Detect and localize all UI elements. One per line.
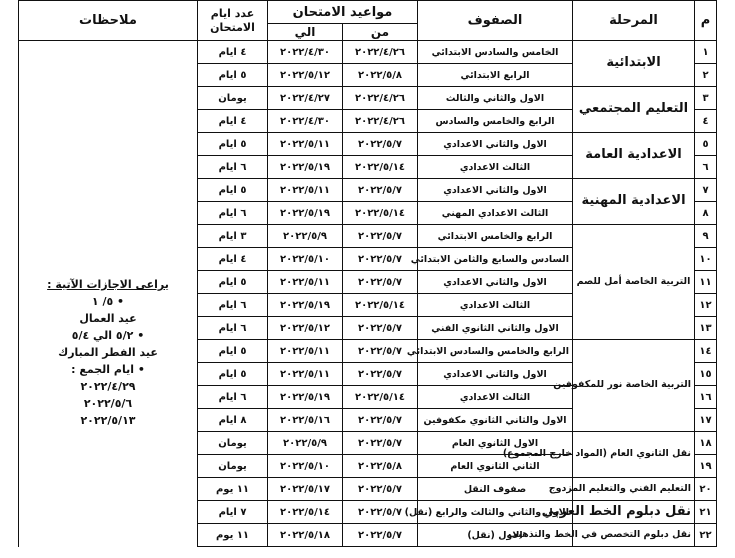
row-index: ١٧ — [695, 409, 717, 432]
row-index: ٧ — [695, 179, 717, 202]
row-index: ٢١ — [695, 501, 717, 524]
grade-cell: الاول والثاني الاعدادي — [418, 179, 573, 202]
to-date-cell: ٢٠٢٢/٥/١١ — [268, 133, 343, 156]
from-date-cell: ٢٠٢٢/٤/٢٦ — [343, 87, 418, 110]
notes-line: • ٥/٢ الي ٥/٤ — [71, 329, 145, 343]
to-date-cell: ٢٠٢٢/٥/١٠ — [268, 455, 343, 478]
header-index: م — [695, 1, 717, 41]
from-date-cell: ٢٠٢٢/٥/١٤ — [343, 294, 418, 317]
days-cell: يومان — [198, 455, 268, 478]
grade-cell: الاول (نقل) — [418, 524, 573, 547]
from-date-cell: ٢٠٢٢/٥/١٤ — [343, 386, 418, 409]
to-date-cell: ٢٠٢٢/٥/١٢ — [268, 317, 343, 340]
grade-cell: الخامس والسادس الابتدائي — [418, 41, 573, 64]
table-row — [19, 41, 717, 64]
row-index: ٩ — [695, 225, 717, 248]
to-date-cell: ٢٠٢٢/٥/١٠ — [268, 248, 343, 271]
from-date-cell: ٢٠٢٢/٥/٧ — [343, 271, 418, 294]
header-from: من — [343, 24, 418, 41]
from-date-cell: ٢٠٢٢/٥/٧ — [343, 179, 418, 202]
row-index: ١ — [695, 41, 717, 64]
from-date-cell: ٢٠٢٢/٥/٧ — [343, 317, 418, 340]
row-index: ١٣ — [695, 317, 717, 340]
row-index: ١٢ — [695, 294, 717, 317]
days-cell: ٨ ايام — [198, 409, 268, 432]
to-date-cell: ٢٠٢٢/٥/١٤ — [268, 501, 343, 524]
days-cell: ٧ ايام — [198, 501, 268, 524]
days-cell: ٥ ايام — [198, 340, 268, 363]
days-cell: ٥ ايام — [198, 179, 268, 202]
stage-cell: نقل الثانوي العام (المواد خارج المجموع) — [573, 432, 695, 478]
days-cell: ١١ يوم — [198, 524, 268, 547]
to-date-cell: ٢٠٢٢/٥/١٩ — [268, 156, 343, 179]
row-index: ٣ — [695, 87, 717, 110]
grade-cell: الاول والثاني الثانوي مكفوفين — [418, 409, 573, 432]
row-index: ١٠ — [695, 248, 717, 271]
notes-line: ٢٠٢٢/٤/٢٩ — [80, 380, 136, 394]
from-date-cell: ٢٠٢٢/٥/١٤ — [343, 156, 418, 179]
stage-cell: نقل دبلوم الخط العربي — [573, 501, 695, 524]
notes-line: ٢٠٢٢/٥/٦ — [83, 397, 133, 411]
header-days: عدد ايام الامتحان — [198, 1, 268, 41]
from-date-cell: ٢٠٢٢/٥/٧ — [343, 524, 418, 547]
from-date-cell: ٢٠٢٢/٥/٧ — [343, 478, 418, 501]
days-cell: ٥ ايام — [198, 271, 268, 294]
notes-line: • ٥/ ١ — [91, 295, 125, 309]
days-cell: ٤ ايام — [198, 110, 268, 133]
row-index: ١٦ — [695, 386, 717, 409]
row-index: ٥ — [695, 133, 717, 156]
stage-cell: نقل دبلوم التخصص في الخط والتذهيب — [573, 524, 695, 547]
stage-cell: الابتدائية — [573, 41, 695, 87]
grade-cell: الثالث الاعدادي المهني — [418, 202, 573, 225]
to-date-cell: ٢٠٢٢/٥/٩ — [268, 432, 343, 455]
notes-spacer — [22, 158, 194, 276]
schedule-body — [19, 41, 717, 547]
from-date-cell: ٢٠٢٢/٤/٢٦ — [343, 110, 418, 133]
to-date-cell: ٢٠٢٢/٥/١١ — [268, 363, 343, 386]
notes-cell — [19, 41, 198, 547]
grade-cell: الثالث الاعدادي — [418, 386, 573, 409]
to-date-cell: ٢٠٢٢/٥/١٧ — [268, 478, 343, 501]
grade-cell: الثاني الثانوي العام — [418, 455, 573, 478]
grade-cell: الرابع الابتدائي — [418, 64, 573, 87]
days-cell: يومان — [198, 87, 268, 110]
row-index: ١٨ — [695, 432, 717, 455]
exam-schedule-table — [18, 0, 717, 547]
stage-cell: التعليم المجتمعي — [573, 87, 695, 133]
from-date-cell: ٢٠٢٢/٥/٧ — [343, 248, 418, 271]
grade-cell: الاول الثانوي العام — [418, 432, 573, 455]
from-date-cell: ٢٠٢٢/٥/٧ — [343, 225, 418, 248]
header-stage: المرحلة — [573, 1, 695, 41]
from-date-cell: ٢٠٢٢/٥/٧ — [343, 409, 418, 432]
stage-cell: التربية الخاصة أمل للصم — [573, 225, 695, 340]
days-cell: ٤ ايام — [198, 41, 268, 64]
grade-cell: الرابع والخامس الابتدائي — [418, 225, 573, 248]
header-notes: ملاحظات — [19, 1, 198, 41]
to-date-cell: ٢٠٢٢/٥/١٩ — [268, 386, 343, 409]
header-to: الي — [268, 24, 343, 41]
notes-line: • ايام الجمع : — [71, 363, 145, 377]
row-index: ١٤ — [695, 340, 717, 363]
grade-cell: الثالث الاعدادي — [418, 294, 573, 317]
from-date-cell: ٢٠٢٢/٥/٧ — [343, 340, 418, 363]
days-cell: ٤ ايام — [198, 248, 268, 271]
from-date-cell: ٢٠٢٢/٥/٨ — [343, 455, 418, 478]
days-cell: ٦ ايام — [198, 156, 268, 179]
stage-cell: التربية الخاصة نور للمكفوفين — [573, 340, 695, 432]
grade-cell: الاول والثاني والثالث والرابع (نقل) — [418, 501, 573, 524]
days-cell: ١١ يوم — [198, 478, 268, 501]
grade-cell: الاول والثاني الاعدادي — [418, 363, 573, 386]
header-row — [19, 1, 717, 24]
days-cell: ٦ ايام — [198, 294, 268, 317]
to-date-cell: ٢٠٢٢/٥/١٨ — [268, 524, 343, 547]
row-index: ١٥ — [695, 363, 717, 386]
row-index: ٢٠ — [695, 478, 717, 501]
from-date-cell: ٢٠٢٢/٥/٧ — [343, 363, 418, 386]
row-index: ٢٢ — [695, 524, 717, 547]
row-index: ١٩ — [695, 455, 717, 478]
from-date-cell: ٢٠٢٢/٤/٢٦ — [343, 41, 418, 64]
to-date-cell: ٢٠٢٢/٥/١١ — [268, 340, 343, 363]
row-index: ٤ — [695, 110, 717, 133]
header-dates: مواعيد الامتحان — [268, 1, 418, 24]
from-date-cell: ٢٠٢٢/٥/٧ — [343, 432, 418, 455]
days-cell: ٦ ايام — [198, 202, 268, 225]
row-index: ١١ — [695, 271, 717, 294]
from-date-cell: ٢٠٢٢/٥/١٤ — [343, 202, 418, 225]
notes-title: يراعى الاجازات الآتية : — [47, 278, 169, 292]
days-cell: ٥ ايام — [198, 64, 268, 87]
header-grades: الصفوف — [418, 1, 573, 41]
to-date-cell: ٢٠٢٢/٥/١٦ — [268, 409, 343, 432]
grade-cell: صفوف النقل — [418, 478, 573, 501]
from-date-cell: ٢٠٢٢/٥/٧ — [343, 133, 418, 156]
to-date-cell: ٢٠٢٢/٥/١١ — [268, 179, 343, 202]
days-cell: ٣ ايام — [198, 225, 268, 248]
grade-cell: الاول والثاني الاعدادي — [418, 133, 573, 156]
row-index: ٢ — [695, 64, 717, 87]
grade-cell: الرابع والخامس والسادس — [418, 110, 573, 133]
to-date-cell: ٢٠٢٢/٥/١٩ — [268, 202, 343, 225]
grade-cell: الاول والثاني الثانوي الفني — [418, 317, 573, 340]
notes-line: عيد العمال — [79, 312, 137, 326]
grade-cell: الرابع والخامس والسادس الابتدائي — [418, 340, 573, 363]
to-date-cell: ٢٠٢٢/٥/١٩ — [268, 294, 343, 317]
to-date-cell: ٢٠٢٢/٥/١٢ — [268, 64, 343, 87]
grade-cell: الثالث الاعدادي — [418, 156, 573, 179]
notes-line: ٢٠٢٢/٥/١٣ — [80, 414, 136, 428]
days-cell: يومان — [198, 432, 268, 455]
stage-cell: الاعدادية المهنية — [573, 179, 695, 225]
to-date-cell: ٢٠٢٢/٤/٣٠ — [268, 41, 343, 64]
from-date-cell: ٢٠٢٢/٥/٨ — [343, 64, 418, 87]
days-cell: ٦ ايام — [198, 386, 268, 409]
row-index: ٨ — [695, 202, 717, 225]
days-cell: ٥ ايام — [198, 133, 268, 156]
grade-cell: الاول والثاني الاعدادي — [418, 271, 573, 294]
grade-cell: الاول والثاني والثالث — [418, 87, 573, 110]
to-date-cell: ٢٠٢٢/٤/٣٠ — [268, 110, 343, 133]
to-date-cell: ٢٠٢٢/٥/٩ — [268, 225, 343, 248]
stage-cell: الاعدادية العامة — [573, 133, 695, 179]
from-date-cell: ٢٠٢٢/٥/٧ — [343, 501, 418, 524]
days-cell: ٥ ايام — [198, 363, 268, 386]
stage-cell: التعليم الفني والتعليم المزدوج — [573, 478, 695, 501]
grade-cell: السادس والسابع والثامن الابتدائي — [418, 248, 573, 271]
row-index: ٦ — [695, 156, 717, 179]
notes-line: عيد الفطر المبارك — [58, 346, 158, 360]
to-date-cell: ٢٠٢٢/٤/٢٧ — [268, 87, 343, 110]
to-date-cell: ٢٠٢٢/٥/١١ — [268, 271, 343, 294]
days-cell: ٦ ايام — [198, 317, 268, 340]
